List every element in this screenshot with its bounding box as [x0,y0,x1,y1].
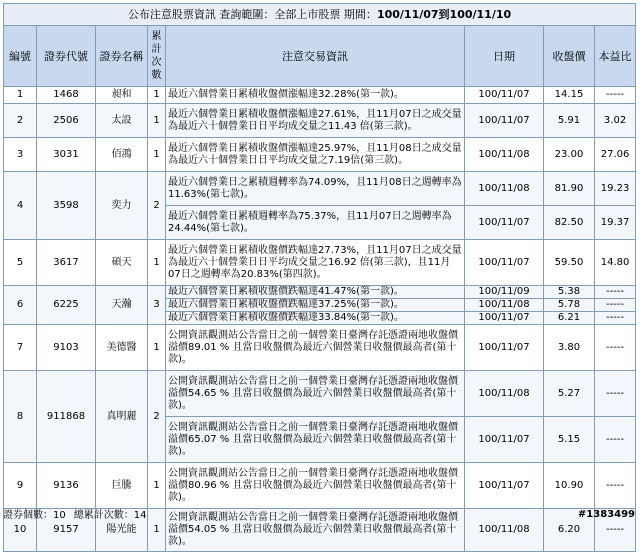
table-row [4,463,636,509]
cell-name: 巨騰 [96,463,148,509]
cell-no: 1 [4,87,37,104]
cell-code: 9103 [37,325,96,371]
title-prefix: 公布注意股票資訊 查詢範圍：全部上市股票 期間： [127,7,377,21]
cell-info: 最近六個營業日累積收盤價跌幅達27.73%，且11月07日之成交量為最近六十個營業日日平均成交量之16.92 倍(第三款)，且11月07日之週轉率為20.83%(第四款)。 [166,240,465,286]
cell-date: 100/11/08 [465,172,544,206]
cell-date: 100/11/07 [465,87,544,104]
cell-close: 5.27 [544,371,595,417]
cell-close: 82.50 [544,206,595,240]
cell-info: 最近六個營業日累積週轉率為75.37%，且11月07日之週轉率為24.44%(第七款)。 [166,206,465,240]
cell-close: 5.78 [544,299,595,312]
cell-code: 3031 [37,138,96,172]
cell-no: 4 [4,172,37,240]
cell-date: 100/11/07 [465,417,544,463]
cell-name: 佰鴻 [96,138,148,172]
cell-info: 最近六個營業日累積收盤價跌幅達37.25%(第一款)。 [166,299,465,312]
cell-info: 最近六個營業日累積收盤價漲幅達32.28%(第一款)。 [166,87,465,104]
cell-info: 公開資訊觀測站公告當日之前一個營業日臺灣存託憑證兩地收盤價溢價80.96 % 且當日收盤價為最近六個營業日收盤價最高者(第十款)。 [166,463,465,509]
cell-date: 100/11/07 [465,325,544,371]
cell-name: 美德醫 [96,325,148,371]
header-code: 證券代號 [37,26,96,87]
cell-count: 3 [148,286,166,325]
cell-info: 最近六個營業日累積收盤價漲幅達27.61%，且11月07日之成交量為最近六十個營業日日平均成交量之11.43 倍(第三款)。 [166,104,465,138]
watermark-id: #1383499 [577,509,635,520]
cell-no: 7 [4,325,37,371]
table-body [4,87,636,552]
cell-close: 23.00 [544,138,595,172]
cell-code: 3617 [37,240,96,286]
header-row [4,26,636,87]
table-row [4,87,636,104]
cell-no: 6 [4,286,37,325]
cell-no: 9 [4,463,37,509]
cell-date: 100/11/07 [465,104,544,138]
cell-count: 1 [148,138,166,172]
header-pe: 本益比 [595,26,636,87]
cell-code: 2506 [37,104,96,138]
cell-info: 最近六個營業日累積收盤價漲幅達25.97%，且11月08日之成交量為最近六十個營業日日平均成交量之7.19倍(第三款)。 [166,138,465,172]
cell-no: 8 [4,371,37,463]
table-title [4,4,636,26]
cell-code: 6225 [37,286,96,325]
cell-info: 公開資訊觀測站公告當日之前一個營業日臺灣存託憑證兩地收盤價溢價89.01 % 且當日收盤價為最近六個營業日收盤價最高者(第十款)。 [166,325,465,371]
cell-count: 1 [148,87,166,104]
table-row [4,371,636,417]
cell-date: 100/11/08 [465,138,544,172]
table-row [4,325,636,371]
cell-pe: ----- [595,299,636,312]
cell-pe: ----- [595,325,636,371]
stock-count: 證券個數：10 [3,510,66,521]
cell-pe: ----- [595,312,636,325]
cell-close: 5.38 [544,286,595,299]
table-row [4,286,636,299]
notice-stock-table [3,3,636,552]
cell-date: 100/11/09 [465,286,544,299]
cell-close: 10.90 [544,463,595,509]
cell-pe: 27.06 [595,138,636,172]
header-count: 累計次數 [148,26,166,87]
cell-date: 100/11/08 [465,509,544,552]
cell-close: 5.15 [544,417,595,463]
cell-name: 真明麗 [96,371,148,463]
cell-name: 陽光能 [96,509,148,552]
notice-stock-table-container [3,3,635,552]
cell-close: 59.50 [544,240,595,286]
header-no: 編號 [4,26,37,87]
cell-count: 2 [148,172,166,240]
title-period: 100/11/07到100/11/10 [376,7,512,21]
table-row [4,138,636,172]
cell-count: 2 [148,371,166,463]
cell-date: 100/11/08 [465,371,544,417]
cell-code: 3598 [37,172,96,240]
cell-info: 最近六個營業日之累積週轉率為74.09%，且11月08日之週轉率為11.63%(第七款)。 [166,172,465,206]
cell-pe: ----- [595,417,636,463]
cell-count: 1 [148,325,166,371]
cell-close: 3.80 [544,325,595,371]
cell-name: 奕力 [96,172,148,240]
header-info: 注意交易資訊 [166,26,465,87]
cell-info: 最近六個營業日累積收盤價跌幅達33.84%(第一款)。 [166,312,465,325]
cell-date: 100/11/07 [465,463,544,509]
cell-count: 1 [148,463,166,509]
cell-pe: ----- [595,509,636,552]
table-row [4,240,636,286]
cell-name: 碩天 [96,240,148,286]
cell-name: 天瀚 [96,286,148,325]
cell-close: 6.21 [544,312,595,325]
cell-close: 6.20 [544,509,595,552]
cell-code: 1468 [37,87,96,104]
cell-code: 9136 [37,463,96,509]
cell-pe: ----- [595,463,636,509]
cell-code: 9157 [37,509,96,552]
cell-pe: ----- [595,286,636,299]
cell-close: 81.90 [544,172,595,206]
cell-no: 3 [4,138,37,172]
cell-count: 1 [148,509,166,552]
cell-no: 2 [4,104,37,138]
table-row [4,104,636,138]
cell-date: 100/11/07 [465,206,544,240]
cell-date: 100/11/07 [465,240,544,286]
cell-info: 最近六個營業日累積收盤價跌幅達41.47%(第一款)。 [166,286,465,299]
total-count: 總累計次數：14 [73,510,147,521]
header-name: 證券名稱 [96,26,148,87]
cell-code: 911868 [37,371,96,463]
cell-info: 公開資訊觀測站公告當日之前一個營業日臺灣存託憑證兩地收盤價溢價65.07 % 且當日收盤價為最近六個營業日收盤價最高者(第十款)。 [166,417,465,463]
cell-info: 公開資訊觀測站公告當日之前一個營業日臺灣存託憑證兩地收盤價溢價54.65 % 且當日收盤價為最近六個營業日收盤價最高者(第十款)。 [166,371,465,417]
cell-pe: 3.02 [595,104,636,138]
cell-name: 昶和 [96,87,148,104]
cell-pe: ----- [595,371,636,417]
table-row [4,172,636,206]
header-close: 收盤價 [544,26,595,87]
cell-date: 100/11/08 [465,299,544,312]
cell-no: 10 [4,509,37,552]
cell-pe: 14.80 [595,240,636,286]
header-date: 日期 [465,26,544,87]
cell-no: 5 [4,240,37,286]
cell-close: 5.91 [544,104,595,138]
cell-count: 1 [148,104,166,138]
cell-info: 公開資訊觀測站公告當日之前一個營業日臺灣存託憑證兩地收盤價溢價54.05 % 且當日收盤價為最近六個營業日收盤價最高者(第十款)。 [166,509,465,552]
cell-pe: ----- [595,87,636,104]
cell-count: 1 [148,240,166,286]
cell-name: 太設 [96,104,148,138]
cell-date: 100/11/07 [465,312,544,325]
cell-pe: 19.37 [595,206,636,240]
cell-close: 14.15 [544,87,595,104]
table-footer [3,506,154,521]
cell-pe: 19.23 [595,172,636,206]
